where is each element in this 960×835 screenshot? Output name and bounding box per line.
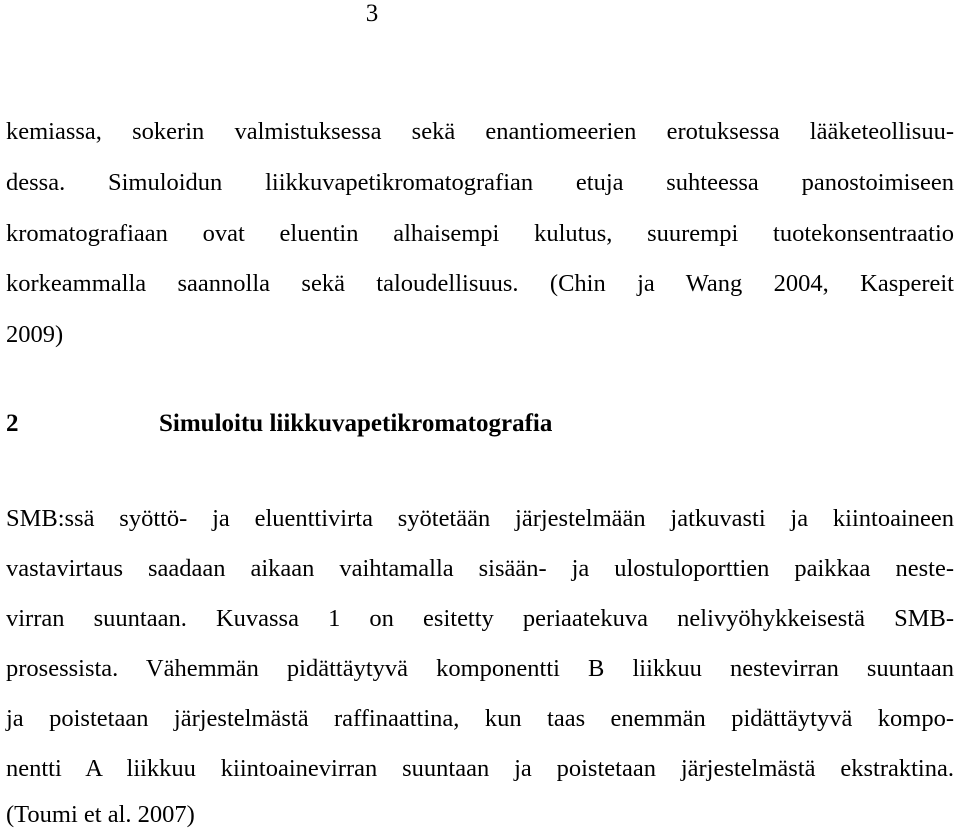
page-number: 3 <box>365 0 379 27</box>
section-title: Simuloitu liikkuvapetikromatografia <box>159 410 553 437</box>
text-line: SMB:ssä syöttö- ja eluenttivirta syötetään järjestelmään jatkuvasti ja kiintoaineen <box>6 505 954 532</box>
text-line: prosessista. Vähemmän pidättäytyvä komponentti B liikkuu nestevirran suuntaan <box>6 655 954 682</box>
text-line: 2009) <box>6 321 64 348</box>
text-line: korkeammalla saannolla sekä taloudellisuus. (Chin ja Wang 2004, Kaspereit <box>6 270 954 297</box>
text-line: dessa. Simuloidun liikkuvapetikromatografian etuja suhteessa panostoimiseen <box>6 169 954 196</box>
text-line: ja poistetaan järjestelmästä raffinaattina, kun taas enemmän pidättäytyvä kompo- <box>6 705 954 732</box>
text-line: (Toumi et al. 2007) <box>6 801 195 828</box>
text-line: kemiassa, sokerin valmistuksessa sekä enantiomeerien erotuksessa lääketeollisuu- <box>6 118 954 145</box>
section-heading <box>6 408 552 440</box>
text-line: nentti A liikkuu kiintoainevirran suuntaan ja poistetaan järjestelmästä ekstraktina. <box>6 755 954 782</box>
text-line: kromatografiaan ovat eluentin alhaisempi kulutus, suurempi tuotekonsentraatio <box>6 220 954 247</box>
text-line: vastavirtaus saadaan aikaan vaihtamalla sisään- ja ulostuloporttien paikkaa neste- <box>6 555 954 582</box>
text-line: virran suuntaan. Kuvassa 1 on esitetty periaatekuva nelivyöhykkeisestä SMB- <box>6 605 954 632</box>
section-number: 2 <box>6 410 19 437</box>
